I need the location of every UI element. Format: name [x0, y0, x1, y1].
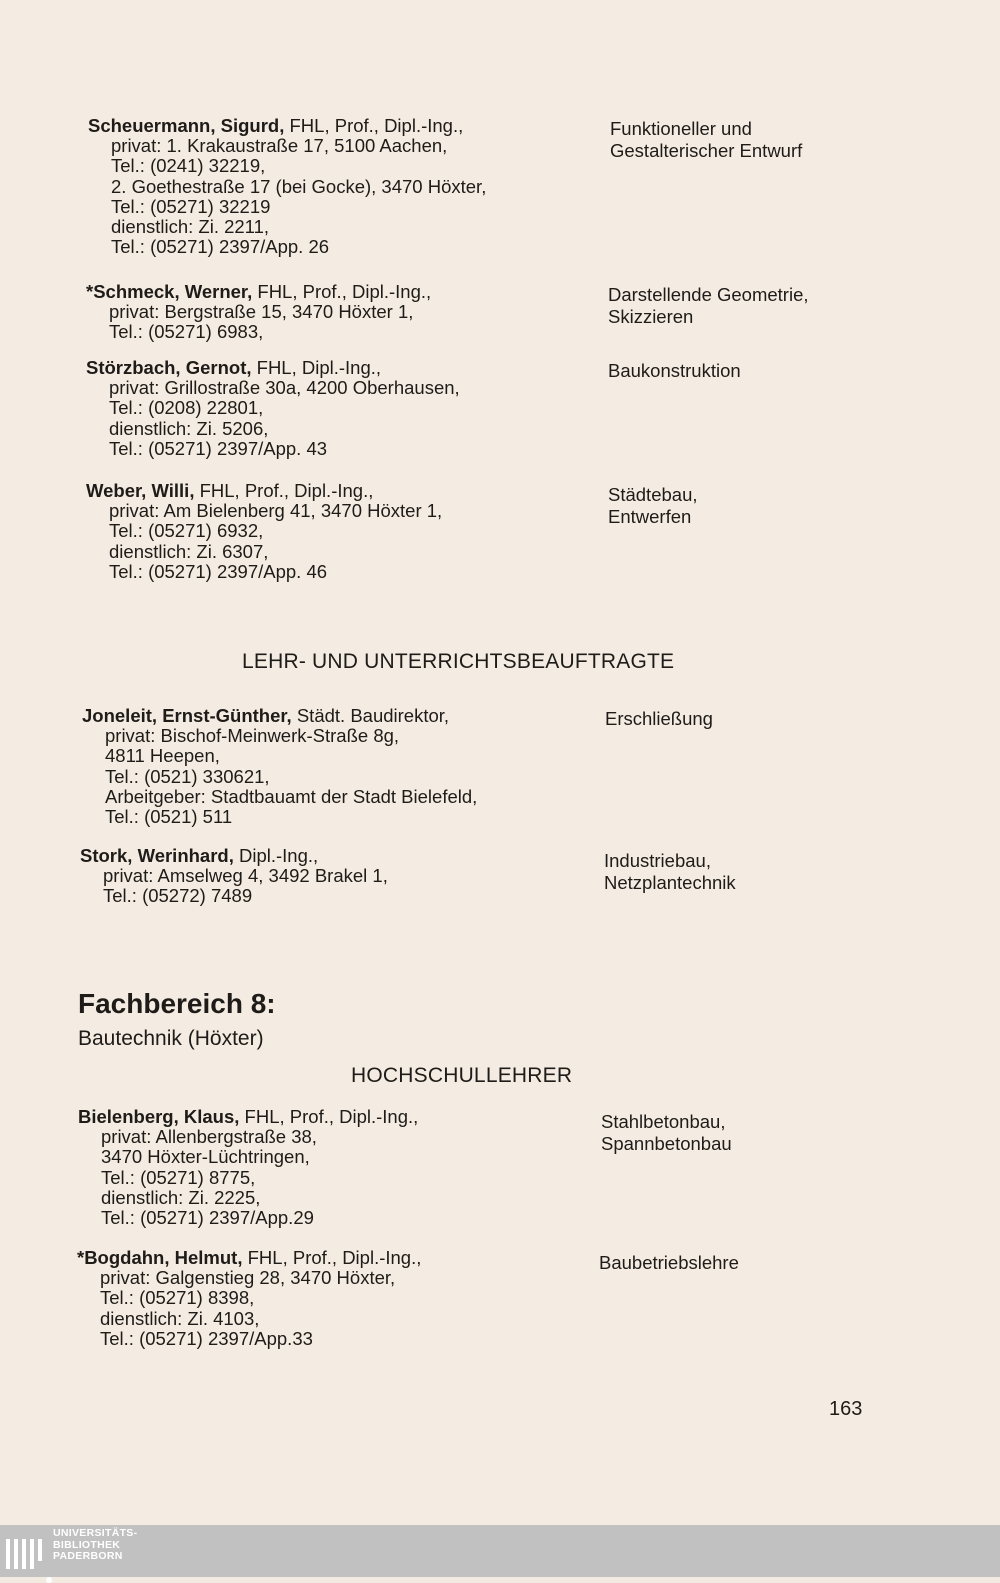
staff-entry [86, 481, 442, 582]
address-line: Tel.: (0521) 511 [105, 806, 233, 828]
staff-title: FHL, Dipl.-Ing., [251, 357, 382, 378]
staff-name: Joneleit, Ernst-Günther, [82, 705, 292, 726]
address-line: Tel.: (05271) 2397/App.33 [100, 1327, 313, 1349]
address-line: dienstlich: Zi. 2225, [101, 1186, 261, 1208]
department-subtitle: Bautechnik (Höxter) [78, 1027, 264, 1050]
address-line: Tel.: (0521) 330621, [105, 765, 270, 787]
staff-entry [86, 358, 460, 459]
library-footer-bar [0, 1525, 1000, 1577]
subject-area [601, 1111, 732, 1155]
staff-title: FHL, Prof., Dipl.-Ing., [239, 1106, 419, 1127]
address-line: 3470 Höxter-Lüchtringen, [101, 1146, 310, 1168]
address-line: Tel.: (0241) 32219, [111, 155, 266, 177]
staff-entry [80, 846, 388, 907]
subject-area [608, 284, 809, 328]
address-line: Tel.: (0208) 22801, [109, 397, 264, 419]
subject-line: Baubetriebslehre [599, 1252, 739, 1273]
address-line: Tel.: (05271) 6983, [109, 321, 264, 343]
address-line: privat: Bergstraße 15, 3470 Höxter 1, [109, 301, 414, 323]
library-logo-text [53, 1528, 137, 1563]
staff-title: Städt. Baudirektor, [291, 705, 450, 726]
page-number: 163 [829, 1398, 863, 1420]
section-heading: HOCHSCHULLEHRER [351, 1064, 573, 1087]
staff-entry [82, 706, 477, 827]
address-line: privat: Allenbergstraße 38, [101, 1126, 317, 1148]
subject-area [608, 484, 698, 528]
staff-name: Störzbach, Gernot, [86, 357, 252, 378]
staff-name: Scheuermann, Sigurd, [88, 115, 285, 136]
address-line: dienstlich: Zi. 2211, [111, 216, 270, 238]
subject-line: Baukonstruktion [608, 360, 741, 381]
address-line: dienstlich: Zi. 4103, [100, 1307, 260, 1329]
address-line: Tel.: (05271) 2397/App. 26 [111, 236, 330, 258]
subject-line: Erschließung [605, 708, 713, 729]
address-line: dienstlich: Zi. 6307, [109, 540, 269, 562]
address-line: dienstlich: Zi. 5206, [109, 417, 269, 439]
department-title: Fachbereich 8: [78, 988, 276, 1019]
staff-name: Stork, Werinhard, [80, 845, 234, 866]
library-logo-icon [6, 1539, 46, 1571]
subject-line: Städtebau, [608, 484, 698, 505]
address-line: Arbeitgeber: Stadtbauamt der Stadt Bielefeld, [105, 785, 478, 807]
address-line: privat: Bischof-Meinwerk-Straße 8g, [105, 725, 400, 747]
subject-area [608, 360, 741, 382]
address-line: Tel.: (05272) 7489 [103, 885, 253, 907]
subject-line: Funktioneller und [610, 118, 752, 139]
address-line: 2. Goethestraße 17 (bei Gocke), 3470 Höxter, [111, 175, 487, 197]
address-line: Tel.: (05271) 6932, [109, 520, 264, 542]
staff-name: *Schmeck, Werner, [86, 281, 253, 302]
address-line: Tel.: (05271) 2397/App.29 [101, 1207, 314, 1229]
staff-name: Bielenberg, Klaus, [78, 1106, 240, 1127]
staff-entry [78, 1107, 418, 1228]
staff-name: Weber, Willi, [86, 480, 195, 501]
address-line: privat: Grillostraße 30a, 4200 Oberhausen, [109, 377, 460, 399]
subject-line: Entwerfen [608, 506, 692, 527]
subject-area [610, 118, 802, 162]
logo-line: BIBLIOTHEK [53, 1538, 121, 1551]
staff-entry [86, 282, 431, 343]
address-line: privat: Am Bielenberg 41, 3470 Höxter 1, [109, 500, 443, 522]
logo-line: PADERBORN [53, 1550, 123, 1562]
subject-area [599, 1252, 739, 1274]
staff-title: FHL, Prof., Dipl.-Ing., [252, 281, 432, 302]
address-line: 4811 Heepen, [105, 745, 220, 767]
subject-line: Netzplantechnik [604, 872, 736, 893]
staff-title: FHL, Prof., Dipl.-Ing., [284, 115, 464, 136]
address-line: Tel.: (05271) 32219 [111, 195, 271, 217]
staff-title: FHL, Prof., Dipl.-Ing., [194, 480, 374, 501]
staff-title: Dipl.-Ing., [233, 845, 319, 866]
address-line: privat: Amselweg 4, 3492 Brakel 1, [103, 865, 388, 887]
staff-title: FHL, Prof., Dipl.-Ing., [242, 1247, 422, 1268]
subject-line: Spannbetonbau [601, 1133, 732, 1154]
address-line: Tel.: (05271) 8775, [101, 1166, 256, 1188]
address-line: Tel.: (05271) 2397/App. 46 [109, 560, 328, 582]
address-line: privat: 1. Krakaustraße 17, 5100 Aachen, [111, 135, 448, 157]
subject-area [605, 708, 713, 730]
subject-line: Gestalterischer Entwurf [610, 140, 803, 161]
staff-entry [77, 1248, 421, 1349]
subject-line: Skizzieren [608, 306, 694, 327]
address-line: privat: Galgenstieg 28, 3470 Höxter, [100, 1267, 396, 1289]
subject-line: Stahlbetonbau, [601, 1111, 726, 1132]
address-line: Tel.: (05271) 2397/App. 43 [109, 437, 328, 459]
staff-entry [88, 116, 486, 257]
section-heading: LEHR- UND UNTERRICHTSBEAUFTRAGTE [242, 650, 675, 673]
subject-line: Industriebau, [604, 850, 711, 871]
address-line: Tel.: (05271) 8398, [100, 1287, 255, 1309]
logo-line: UNIVERSITÄTS- [53, 1527, 138, 1539]
subject-area [604, 850, 736, 894]
staff-name: *Bogdahn, Helmut, [77, 1247, 243, 1268]
subject-line: Darstellende Geometrie, [608, 284, 809, 305]
